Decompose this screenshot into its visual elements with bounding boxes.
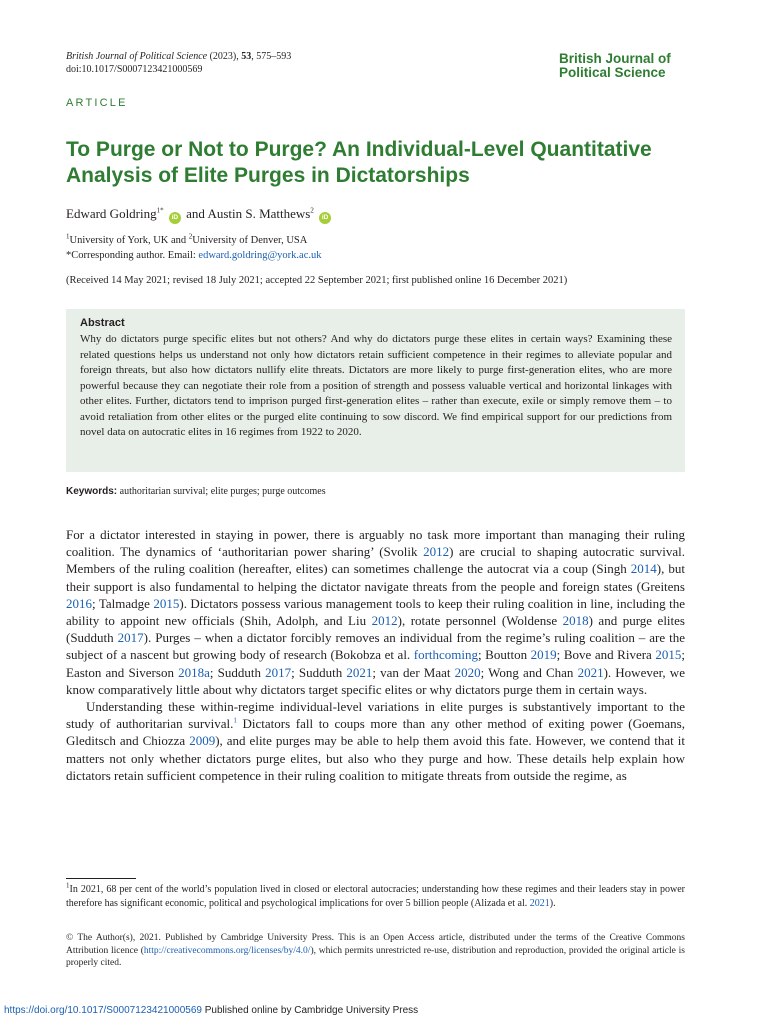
article-type-label: ARTICLE [66,97,128,109]
citation-link[interactable]: forthcoming [413,647,479,663]
text-run: ; van der Maat [372,664,455,680]
publication-dates: (Received 14 May 2021; revised 18 July 2021; accepted 22 September 2021; first published online 16 December 2021) [66,275,568,286]
journal-logo [559,52,671,80]
citation-link[interactable]: 2017 [117,630,144,646]
footnote [66,883,685,911]
text-run: ) are crucial to shaping autocratic survival. Members of the ruling coalition (hereafter, elites) can sometimes challenge the autocrat via a coup (Singh [66,544,685,577]
text-run: For a dictator interested in staying in power, there is arguably no task more important than managing their ruling coalition. The dynamics of ‘authoritarian power sharing’ (Svolik [66,527,685,560]
footnote-ref-link[interactable]: 1 [233,716,237,725]
citation-link[interactable]: 2012 [371,613,398,629]
corresponding-email-link[interactable]: edward.goldring@york.ac.uk [198,250,322,261]
author-1-name[interactable]: Edward Goldring [66,206,157,221]
affiliation-1: University of York, UK and [69,235,189,246]
orcid-icon[interactable]: iD [319,212,331,224]
citation-link[interactable]: 2015 [153,595,180,611]
paragraph [66,526,685,698]
affiliation-2: University of Denver, USA [192,235,308,246]
doi-link[interactable]: https://doi.org/10.1017/S0007123421000569 [4,1005,202,1016]
article-title: To Purge or Not to Purge? An Individual-Level Quantitative Analysis of Elite Purges in Dictatorships [66,138,652,187]
copyright-text: ), which permits unrestricted re-use, distribution and reproduction, provided the original article is properly cited. [66,945,685,968]
text-run: ; Boutton [478,647,531,663]
keywords [66,486,326,497]
text-run: ; Wong and Chan [480,664,578,680]
abstract-text: Why do dictators purge specific elites but not others? And why do dictators purge these elites in certain ways? Examining these related questions helps us understand not only how dictators retain sufficient competence in their regimes to alleviate popular and foreign threats, but also how dictators nullify elite threats. Dictators are more likely to purge first-generation elites, who are more powerful because they can negotiate their role from a position of strength and possess valuable vertical and horizontal linkages with other elites. Further, dictators tend to imprison purged first-generation elites – rather than execute, exile or simply remove them – to avoid retaliation from other elites or the purged elite continuing to sow discord. We find empirical support for our predictions from novel data on autocratic elites in 16 regimes from 1922 to 2020. [80,333,672,438]
published-by-text: Published online by Cambridge University Press [201,1005,419,1016]
text-run: ) and purge elites (Sudduth [66,613,685,646]
author-connector: and [182,206,208,221]
text-run: ; Sudduth [291,664,347,680]
paragraph [66,698,685,784]
copyright-text: © The Author(s), 2021. Published by Cambridge University Press. This is an Open Access article, distributed under the terms of the Creative Commons Attribution licence ( [66,933,685,956]
footnote-divider [66,878,136,879]
text-run: ). However, we know comparatively little about why dictators target specific elites or why dictators purge them in certain ways. [66,664,685,697]
citation-link[interactable]: 2020 [454,664,481,680]
text-run: ). Purges – when a dictator forcibly removes an individual from the regime’s ruling coalition – are the subject of a nascent but growing body of research (Bokobza et al. [66,630,685,663]
author-list [66,206,333,224]
citation-link[interactable]: 2012 [423,544,450,560]
orcid-icon[interactable]: iD [169,212,181,224]
logo-line-1: British Journal of [559,51,671,66]
body-text [66,526,685,784]
journal-year: (2023), [207,51,242,62]
text-run: ; Easton and Siverson [66,647,685,680]
citation-link[interactable]: 2021 [577,664,604,680]
text-run: ; Sudduth [209,664,266,680]
citation-link[interactable]: 2018 [562,613,589,629]
affil-sup-2: 2 [188,232,193,241]
affil-sup-1: 1 [66,232,70,241]
journal-citation [66,50,291,76]
journal-volume: 53 [241,51,252,62]
affiliations [66,233,322,263]
text-run: ), and elite purges may be able to help them avoid this fate. However, we contend that it matters not only whether dictators purge elites, but also who they purge and how. These details help explain how dictators retain sufficient competence in their ruling coalition to mitigate threats from outside the regime, as [66,733,685,783]
license-link[interactable]: http://creativecommons.org/licenses/by/4.0/ [143,945,311,956]
author-2-name[interactable]: Austin S. Matthews [207,206,311,221]
citation-link[interactable]: 2021 [346,664,373,680]
logo-line-2: Political Science [559,65,666,80]
citation-link[interactable]: 2014 [630,561,657,577]
text-run: Dictators fall to coups more than any other method of exiting power (Goemans, Gleditsch and Chiozza [66,716,685,749]
corresponding-label: *Corresponding author. Email: [66,250,199,261]
citation-link[interactable]: 2016 [66,595,92,611]
citation-link[interactable]: 2021 [529,897,550,909]
keywords-label: Keywords: [66,486,118,497]
text-run: ; Bove and Rivera [556,647,656,663]
citation-link[interactable]: 2018a [178,664,210,680]
journal-pages: , 575–593 [251,51,292,62]
citation-link[interactable]: 2019 [530,647,557,663]
citation-link[interactable]: 2017 [265,664,292,680]
published-online-line [4,1005,418,1016]
text-run: ). Dictators possess various management tools to keep their ruling coalition in line, including the ability to appoint new officials (Shih, Adolph, and Liu [66,595,685,629]
text-run: Understanding these within-regime individual-level variations in elite purges is substantively important to the study of authoritarian survival. [66,699,685,732]
text-run: ), but their support is also fundamental to helping the dictator navigate threats from the people and foreign states (Greitens [66,561,685,594]
author-1-sup: 1* [156,206,164,215]
text-run: ; Talmadge [92,595,154,611]
journal-doi: doi:10.1017/S0007123421000569 [66,64,203,75]
journal-name: British Journal of Political Science [66,51,208,62]
copyright-notice [66,932,685,970]
footnote-text: In 2021, 68 per cent of the world’s population lived in closed or electoral autocracies; understanding how these regimes and their leaders stay in power therefore has significant economic, political and psychological implications for over 5 billion people (Alizada et al. [66,884,685,909]
citation-link[interactable]: 2015 [655,647,682,663]
abstract-heading: Abstract [80,317,125,329]
footnote-text: ). [549,897,556,909]
author-2-sup: 2 [310,206,314,215]
footnote-number: 1 [66,881,70,890]
citation-link[interactable]: 2009 [189,733,216,749]
keywords-text: authoritarian survival; elite purges; purge outcomes [117,486,326,497]
text-run: ), rotate personnel (Woldense [397,613,563,629]
